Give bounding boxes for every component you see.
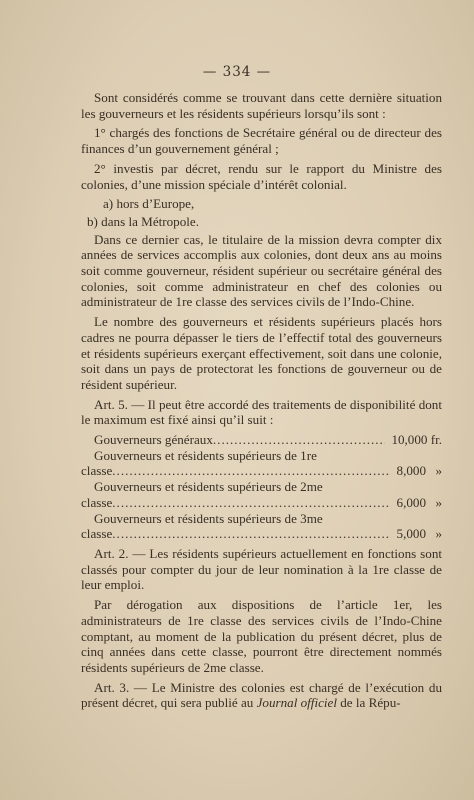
ditto-mark: »	[435, 463, 442, 479]
row-amount: 8,000	[396, 463, 426, 479]
row-label-cont: classe	[81, 494, 113, 510]
paragraph	[81, 680, 442, 711]
allowance-table	[81, 432, 442, 542]
row-label: Gouverneurs et résidents supérieurs de 2me	[94, 479, 323, 495]
row-label: Gouverneurs et résidents supérieurs de 1re	[94, 447, 317, 463]
table-row	[81, 448, 442, 479]
leader-dots	[112, 463, 390, 479]
journal-title: Journal officiel	[256, 695, 337, 711]
paragraph: Par dérogation aux dispositions de l’article 1er, les administrateurs de 1re classe des services civils de l’Indo-Chine comptant, au moment de la publication du présent décret, plus de cinq années dans cette classe, pourront être directement nommés résidents supérieurs de 2me classe.	[81, 597, 442, 675]
leader-dots	[213, 432, 386, 448]
row-amount: 5,000	[396, 526, 426, 542]
page-number: — 334 —	[202, 64, 272, 80]
ditto-mark: »	[435, 526, 442, 542]
row-label: Gouverneurs et résidents supérieurs de 3me	[94, 510, 323, 526]
list-item: b) dans la Métropole.	[87, 213, 199, 229]
paragraph: 2° investis par décret, rendu sur le rapport du Ministre des colonies, d’une mission spéciale d’intérêt colonial.	[81, 160, 442, 192]
paragraph: Sont considérés comme se trouvant dans cette dernière situation les gouverneurs et les résidents supérieurs lorsqu’ils sont :	[81, 90, 442, 121]
paragraph: Art. 5. — Il peut être accordé des traitements de disponibilité dont le maximum est fixé ainsi qu’il suit :	[81, 396, 442, 428]
paragraph: Art. 2. — Les résidents supérieurs actuellement en fonctions sont classés pour compter du jour de leur nomination à la 1re classe de leur emploi.	[81, 545, 442, 593]
table-row	[81, 432, 442, 448]
body-text	[81, 90, 442, 715]
leader-dots	[112, 526, 390, 542]
paragraph-text: Art. 3. — Le Ministre des colonies est chargé de l’exécution du présent décret, qui sera publié au	[81, 679, 442, 711]
row-label-cont: classe	[81, 463, 113, 479]
table-row	[81, 479, 442, 510]
row-amount: 10,000 fr.	[391, 432, 442, 448]
row-label-cont: classe	[81, 526, 113, 542]
table-row	[81, 511, 442, 542]
paragraph: Dans ce dernier cas, le titulaire de la mission devra compter dix années de services accomplis aux colonies, dont deux ans au moins soit comme gouverneur, résident supérieur ou secrétaire général des colonies, soit comme administrateur en chef des colonies ou administrateur de 1re classe des services civils de l’Indo-Chine.	[81, 231, 442, 310]
paragraph: Le nombre des gouverneurs et résidents supérieurs placés hors cadres ne pourra dépasser le tiers de l’effectif total des gouverneurs et résidents supérieurs exerçant effectivement, soit dans une colonie, soit dans un pays de protectorat les fonctions de gouverneur ou de résident supérieur.	[81, 314, 442, 392]
list-item: a) hors d’Europe,	[103, 196, 195, 212]
ditto-mark: »	[435, 494, 442, 510]
leader-dots	[112, 495, 390, 511]
row-label: Gouverneurs généraux	[94, 432, 213, 448]
row-amount: 6,000	[396, 494, 426, 510]
paragraph-text: de la Répu-	[336, 695, 401, 711]
paragraph: 1° chargés des fonctions de Secrétaire général ou de directeur des finances d’un gouvernement général ;	[81, 125, 442, 157]
